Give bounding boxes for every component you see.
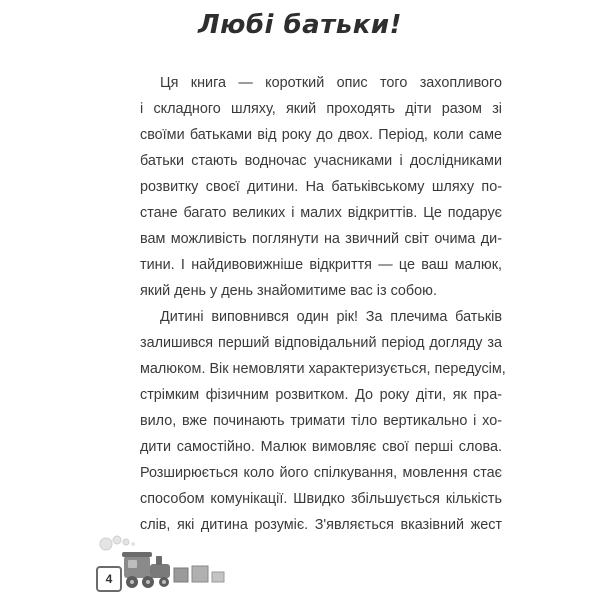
- body-text: [140, 70, 506, 538]
- text-line: батьки стають водночас учасниками і дослідниками: [140, 153, 502, 169]
- text-line: і складного шляху, який проходять діти разом зі: [140, 101, 502, 117]
- text-line: дити самостійно. Малюк вимовляє свої перші слова.: [140, 439, 502, 455]
- page-number: 4: [96, 566, 122, 592]
- text-line: Ця книга — короткий опис того захопливого: [160, 75, 502, 91]
- text-line: слів, які дитина розуміє. З'являється вказівний жест: [140, 517, 502, 533]
- text-line: способом комунікації. Швидко збільшується кількість: [140, 491, 502, 507]
- text-line: залишився перший відповідальний період догляду за: [140, 335, 502, 351]
- text-line: Розширюється коло його спілкування, мовлення стає: [140, 465, 502, 481]
- text-line: розвитку своєї дитини. На батьківському шляху по-: [140, 179, 502, 195]
- text-line: малюком. Вік немовляти характеризується, передусім,: [140, 361, 506, 377]
- text-line: вило, вже починають тримати тіло вертикально і хо-: [140, 413, 502, 429]
- text-line: стане багато великих і малих відкриттів. Це подарує: [140, 205, 502, 221]
- page-footer: [92, 528, 232, 598]
- text-line: тини. І найдивовижніше відкриття — це ваш малюк,: [140, 257, 502, 273]
- text-line: стрімким фізичним розвитком. До року діти, як пра-: [140, 387, 502, 403]
- text-line: який день у день знайомитиме вас із собою.: [140, 283, 437, 299]
- page-title: Любі батьки!: [198, 10, 402, 40]
- text-line: Дитині виповнився один рік! За плечима батьків: [160, 309, 502, 325]
- text-line: вам можливість поглянути на звичний світ очима ди-: [140, 231, 502, 247]
- text-line: своїми батьками від року до двох. Період, коли саме: [140, 127, 502, 143]
